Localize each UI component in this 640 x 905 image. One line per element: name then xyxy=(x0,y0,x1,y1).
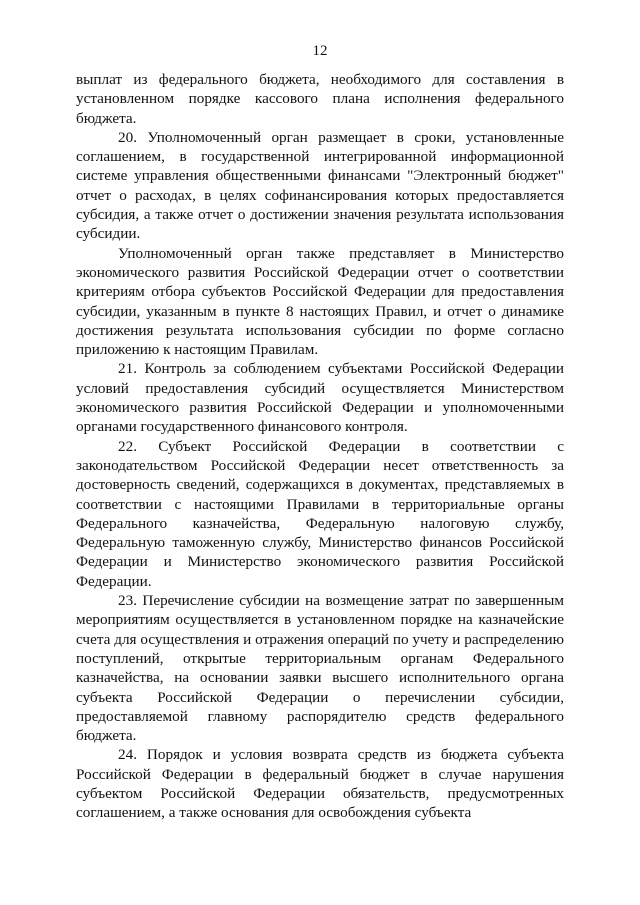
paragraph-20-report: Уполномоченный орган также представляет в Министерство экономического развития Российской Федерации отчет о соответствии критериям отбора субъектов Российской Федерации для предоставления субсидии, указанным в пункте 8 настоящих Правил, и отчет о динамике достижения результата использования субсидии по форме согласно приложению к настоящим Правилам. xyxy=(76,244,564,359)
paragraph-continuation: выплат из федерального бюджета, необходимого для составления в установленном порядке кассового плана исполнения федерального бюджета. xyxy=(76,71,564,127)
paragraph-23: 23. Перечисление субсидии на возмещение затрат по завершенным мероприятиям осуществляется в установленном порядке на казначейские счета для осуществления и отражения операций по учету и распределению поступлений, открытые территориальным органам Федерального казначейства, на основании заявки высшего исполнительного органа субъекта Российской Федерации о перечислении субсидии, предоставляемой главному распорядителю средств федерального бюджета. xyxy=(76,592,564,745)
document-body xyxy=(76,70,564,823)
paragraph-20: 20. Уполномоченный орган размещает в сроки, установленные соглашением, в государственной интегрированной информационной системе управления общественными финансами "Электронный бюджет" отчет о расходах, в целях софинансирования которых предоставляется субсидия, а также отчет о достижении значения результата использования субсидии. xyxy=(76,128,564,243)
paragraph-21: 21. Контроль за соблюдением субъектами Российской Федерации условий предоставления субсидий осуществляется Министерством экономического развития Российской Федерации и уполномоченными органами государственного финансового контроля. xyxy=(76,360,564,436)
page-number: 12 xyxy=(312,43,328,59)
paragraph-22: 22. Субъект Российской Федерации в соответствии с законодательством Российской Федерации несет ответственность за достоверность сведений, содержащихся в документах, представляемых в соответствии с настоящими Правилами в территориальные органы Федерального казначейства, Федеральную налоговую службу, Федеральную таможенную службу, Министерство финансов Российской Федерации и Министерство экономического развития Российской Федерации. xyxy=(76,437,564,590)
paragraph-24: 24. Порядок и условия возврата средств из бюджета субъекта Российской Федерации в федеральный бюджет в случае нарушения субъектом Российской Федерации обязательств, предусмотренных соглашением, а также основания для освобождения субъекта xyxy=(76,746,564,822)
